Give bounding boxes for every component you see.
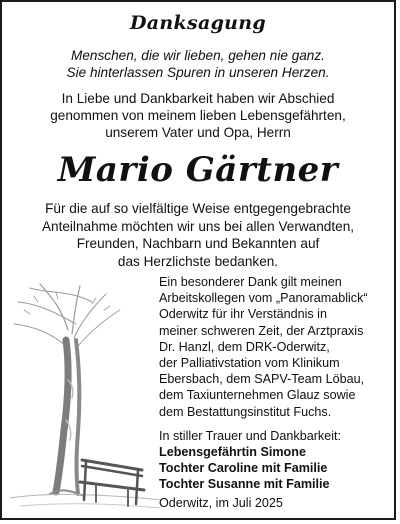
special-thanks-line: Dr. Hanzl, dem DRK-Oderwitz, [159,339,330,354]
special-thanks-line: Ein besonderer Dank gilt meinen [159,275,342,289]
special-thanks-line: meiner schweren Zeit, der Arztpraxis [159,323,364,338]
place-and-date: Oderwitz, im Juli 2025 [159,496,283,510]
memorial-quote [2,48,394,81]
mourning-intro: In stiller Trauer und Dankbarkeit: [159,428,341,443]
intro-line: In Liebe und Dankbarkeit haben wir Abschied [61,91,335,106]
special-thanks-line: dem Taxiunternehmen Glauz sowie [159,388,356,403]
thanks-line: Anteilnahme möchten wir uns bei allen Verwandten, [41,218,355,234]
special-thanks-line: dem Bestattungsinstitut Fuchs. [159,404,332,419]
intro-line: genommen von meinem lieben Lebensgefährten, [50,108,346,123]
deceased-name: Mario Gärtner [57,150,339,190]
thanks-line: das Herzlichste bedanken. [117,253,279,269]
intro-line: unserem Vater und Opa, Herrn [105,125,291,140]
heading-danksagung: Danksagung [130,12,266,34]
acknowledgements-column [159,274,395,493]
special-thanks-line: Oderwitz für ihr Verständnis in [159,307,327,322]
mourner-name: Tochter Caroline mit Familie [159,461,328,476]
farewell-intro [2,90,394,141]
thanks-paragraph [2,200,394,270]
special-thanks-line: der Palliativstation vom Klinikum [159,356,340,371]
special-thanks-line: Ebersbach, dem SAPV-Team Löbau, [159,372,365,387]
quote-line: Sie hinterlassen Spuren in unseren Herzen. [66,64,330,80]
thanks-line: Freunden, Nachbarn und Bekannten auf [76,236,320,251]
mourner-name: Tochter Susanne mit Familie [159,477,330,492]
mourner-name: Lebensgefährtin Simone [159,445,306,460]
thanks-line: Für die auf so vielfältige Weise entgegengebrachte [45,201,351,216]
special-thanks-line: Arbeitskollegen vom „Panoramablick“ [159,291,368,306]
tree-and-bench-illustration [10,280,162,512]
quote-line: Menschen, die wir lieben, gehen nie ganz. [71,48,325,63]
spacer [159,420,395,428]
